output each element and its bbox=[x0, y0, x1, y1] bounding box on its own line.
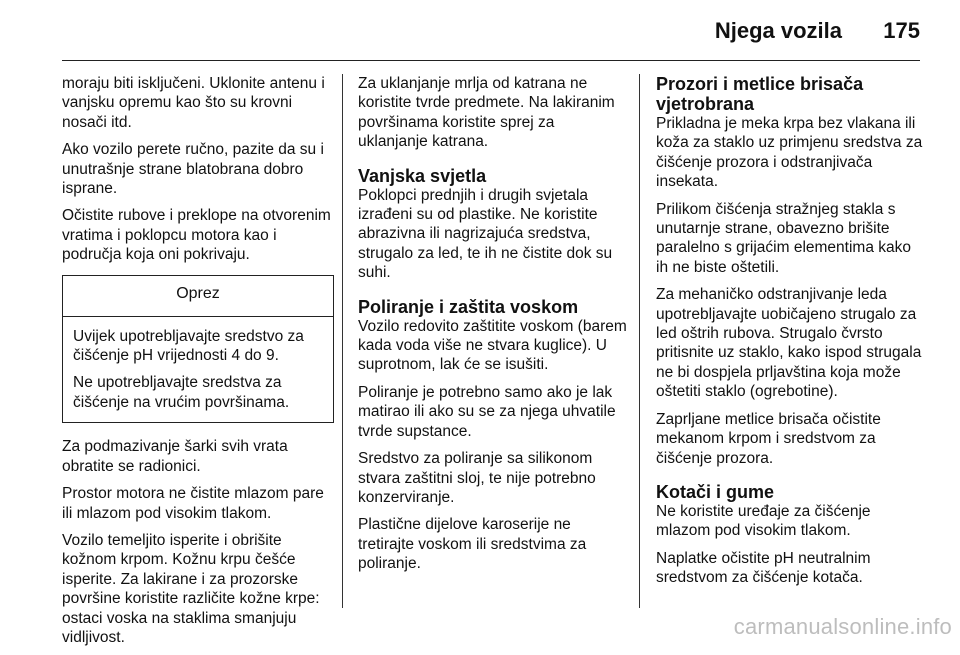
paragraph: Ako vozilo perete ručno, pazite da su i unutrašnje strane blatobrana dobro isprane. bbox=[62, 141, 324, 198]
caution-title: Oprez bbox=[63, 276, 333, 317]
paragraph: Ne koristite uređaje za čišćenje mlazom pod visokim tlakom. bbox=[656, 502, 871, 540]
caution-paragraph: Ne upotrebljavajte sredstva za čišćenje na vrućim površinama. bbox=[73, 374, 290, 411]
caution-box bbox=[62, 275, 334, 424]
section-heading-prozori: Prozori i metlice brisača vjetrobrana bbox=[656, 74, 864, 114]
header-divider bbox=[62, 60, 920, 61]
paragraph: Poklopci prednjih i drugih svjetala izrađeni su od plastike. Ne koristite abrazivna ili nagrizajuća sredstva, strugalo za led, te ih ne čistite dok su suhi. bbox=[358, 186, 613, 282]
paragraph: Zaprljane metlice brisača očistite mekanom krpom i sredstvom za čišćenje prozora. bbox=[656, 410, 881, 467]
paragraph: Prikladna je meka krpa bez vlakana ili koža za staklo uz primjenu sredstva za čišćenje prozora i odstranjivača insekata. bbox=[656, 115, 923, 191]
paragraph: Sredstvo za poliranje sa silikonom stvara zaštitni sloj, te nije potrebno konzerviranje. bbox=[358, 450, 596, 506]
section-heading-kotaci: Kotači i gume bbox=[656, 481, 775, 502]
column-divider-2 bbox=[639, 74, 640, 608]
paragraph: Poliranje je potrebno samo ako je lak matirao ili ako su se za njega uhvatile tvrde supstance. bbox=[358, 383, 616, 440]
column-1 bbox=[62, 74, 334, 655]
page-number: 175 bbox=[883, 18, 920, 43]
section-heading-poliranje: Poliranje i zaštita voskom bbox=[358, 296, 579, 317]
paragraph: Prilikom čišćenja stražnjeg stakla s unutarnje strane, obavezno brišite paralelno s grijaćim elementima kako ih ne biste oštetili. bbox=[656, 200, 912, 276]
paragraph: Prostor motora ne čistite mlazom pare ili mlazom pod visokim tlakom. bbox=[62, 485, 324, 522]
paragraph: Za mehaničko odstranjivanje leda upotrebljavajte uobičajeno strugalo za led oštrih rubova. Strugalo čvrsto pritisnite uz staklo, kako ispod strugala ne bi dospjela prljavština koja može oštetiti staklo (ogrebotine). bbox=[656, 286, 922, 401]
paragraph: Za uklanjanje mrlja od katrana ne koristite tvrde predmete. Na lakiranim površinama koristite sprej za uklanjanje katrana. bbox=[358, 75, 615, 151]
column-2 bbox=[358, 74, 628, 582]
chapter-title: Njega vozila bbox=[714, 18, 842, 43]
paragraph: Plastične dijelove karoserije ne tretirajte voskom ili sredstvima za poliranje. bbox=[358, 516, 587, 573]
paragraph: Za podmazivanje šarki svih vrata obratite se radionici. bbox=[62, 438, 288, 475]
watermark-text: carmanualsonline.info bbox=[733, 614, 952, 639]
column-3 bbox=[656, 74, 926, 596]
caution-paragraph: Uvijek upotrebljavajte sredstvo za čišćenje pH vrijednosti 4 do 9. bbox=[73, 327, 304, 365]
column-divider-1 bbox=[342, 74, 343, 608]
section-heading-vanjska-svjetla: Vanjska svjetla bbox=[358, 165, 487, 186]
paragraph: Naplatke očistite pH neutralnim sredstvom za čišćenje kotača. bbox=[656, 549, 871, 587]
paragraph: Očistite rubove i preklope na otvorenim vratima i poklopcu motora kao i područja koja oni pokrivaju. bbox=[62, 207, 331, 264]
paragraph: Vozilo redovito zaštitite voskom (barem kada voda više ne stvara kuglice). U suprotnom, lak će se isušiti. bbox=[358, 317, 627, 374]
paragraph: Vozilo temeljito isperite i obrišite kožnom krpom. Kožnu krpu češće isperite. Za lakirane i za prozorske površine koristite različite kožne krpe: ostaci voska na staklima smanjuju vidljivost. bbox=[62, 531, 320, 646]
page-header bbox=[0, 0, 960, 60]
paragraph: moraju biti isključeni. Uklonite antenu i vanjsku opremu kao što su krovni nosači itd. bbox=[62, 75, 325, 131]
caution-body bbox=[63, 317, 333, 423]
